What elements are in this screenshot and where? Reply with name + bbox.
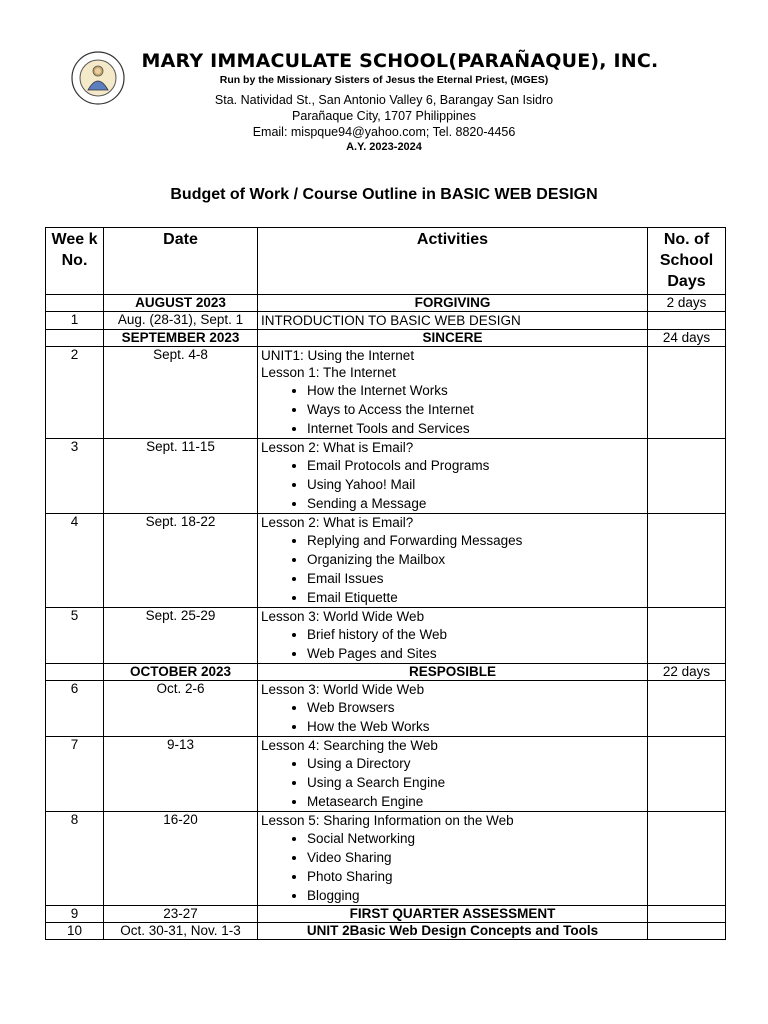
activity-bullet-list — [261, 456, 644, 513]
assessment-row — [46, 923, 726, 940]
week-number: 2 — [46, 347, 104, 439]
month-row — [46, 295, 726, 312]
activity-line: Lesson 5: Sharing Information on the Web — [261, 813, 514, 828]
header-activities: Activities — [258, 228, 648, 295]
week-activities — [258, 312, 648, 330]
week-number: 7 — [46, 737, 104, 812]
course-outline-table — [45, 227, 726, 940]
activity-line: Lesson 3: World Wide Web — [261, 609, 425, 624]
week-cell-empty — [46, 295, 104, 312]
document-title: Budget of Work / Course Outline in BASIC WEB DESIGN — [170, 186, 598, 203]
month-row — [46, 330, 726, 347]
activity-bullet: • Video Sharing — [307, 848, 644, 867]
address-line-1: Sta. Natividad St., San Antonio Valley 6, Barangay San Isidro — [214, 93, 554, 107]
week-row — [46, 737, 726, 812]
activity-bullet-list — [261, 829, 644, 905]
month-row — [46, 664, 726, 681]
activity-bullet: • Using a Search Engine — [307, 773, 644, 792]
activity-bullet: • Email Protocols and Programs — [307, 456, 644, 475]
week-activities — [258, 737, 648, 812]
month-label: SEPTEMBER 2023 — [104, 330, 258, 347]
week-date: Oct. 2-6 — [104, 681, 258, 737]
week-date: Oct. 30-31, Nov. 1-3 — [104, 923, 258, 940]
week-number: 4 — [46, 514, 104, 608]
activity-line: Lesson 1: The Internet — [261, 365, 396, 380]
activity-bullet: • Email Etiquette — [307, 588, 644, 607]
run-by-line: Run by the Missionary Sisters of Jesus the Eternal Priest, (MGES) — [219, 74, 549, 86]
week-number: 10 — [46, 923, 104, 940]
contact-line: Email: mispque94@yahoo.com; Tel. 8820-4456 — [252, 125, 516, 139]
week-number: 1 — [46, 312, 104, 330]
activity-bullet: • Using Yahoo! Mail — [307, 475, 644, 494]
week-row — [46, 514, 726, 608]
week-school-days — [648, 906, 726, 923]
activity-bullet-list — [261, 381, 644, 438]
week-activities — [258, 347, 648, 439]
week-date: Sept. 18-22 — [104, 514, 258, 608]
month-school-days: 22 days — [648, 664, 726, 681]
activity-bullet-list — [261, 754, 644, 811]
month-theme: FORGIVING — [258, 295, 648, 312]
month-school-days: 2 days — [648, 295, 726, 312]
activity-bullet: • Blogging — [307, 886, 644, 905]
week-date: 23-27 — [104, 906, 258, 923]
activity-line: Lesson 4: Searching the Web — [261, 738, 438, 753]
activity-bullet: • How the Web Works — [307, 717, 644, 736]
activity-bullet-list — [261, 625, 644, 663]
week-date: Sept. 25-29 — [104, 608, 258, 664]
month-label: AUGUST 2023 — [104, 295, 258, 312]
activity-bullet: • Organizing the Mailbox — [307, 550, 644, 569]
header-school-days: No. of School Days — [648, 228, 726, 295]
header-date: Date — [104, 228, 258, 295]
activity-bullet: • Metasearch Engine — [307, 792, 644, 811]
activity-bullet: • Web Browsers — [307, 698, 644, 717]
activity-bullet-list — [261, 698, 644, 736]
activity-bullet: • Email Issues — [307, 569, 644, 588]
week-row — [46, 681, 726, 737]
week-school-days — [648, 737, 726, 812]
week-date: 9-13 — [104, 737, 258, 812]
week-date: Aug. (28-31), Sept. 1 — [104, 312, 258, 330]
school-name: MARY IMMACULATE SCHOOL(PARAÑAQUE), INC. — [141, 50, 659, 72]
academic-year: A.Y. 2023-2024 — [346, 141, 422, 153]
week-activity-bold: UNIT 2Basic Web Design Concepts and Tools — [258, 923, 648, 940]
activity-bullet: • Social Networking — [307, 829, 644, 848]
week-row — [46, 608, 726, 664]
activity-bullet: • Replying and Forwarding Messages — [307, 531, 644, 550]
activity-bullet-list — [261, 531, 644, 607]
activity-bullet: • Web Pages and Sites — [307, 644, 644, 663]
week-school-days — [648, 681, 726, 737]
week-school-days — [648, 312, 726, 330]
activity-line: Lesson 3: World Wide Web — [261, 682, 425, 697]
week-activity-bold: FIRST QUARTER ASSESSMENT — [258, 906, 648, 923]
week-number: 9 — [46, 906, 104, 923]
activity-bullet: • Using a Directory — [307, 754, 644, 773]
week-row — [46, 312, 726, 330]
table-header-row — [46, 228, 726, 295]
week-school-days — [648, 923, 726, 940]
month-theme: RESPOSIBLE — [258, 664, 648, 681]
activity-line: Lesson 2: What is Email? — [261, 440, 414, 455]
activity-bullet: • How the Internet Works — [307, 381, 644, 400]
address-line-2: Parañaque City, 1707 Philippines — [292, 109, 476, 123]
activity-bullet: • Brief history of the Web — [307, 625, 644, 644]
table-body — [46, 295, 726, 940]
week-date: Sept. 11-15 — [104, 439, 258, 514]
month-theme: SINCERE — [258, 330, 648, 347]
week-number: 5 — [46, 608, 104, 664]
week-date: 16-20 — [104, 812, 258, 906]
week-activities — [258, 439, 648, 514]
week-activities — [258, 812, 648, 906]
week-activities — [258, 681, 648, 737]
month-school-days: 24 days — [648, 330, 726, 347]
week-number: 8 — [46, 812, 104, 906]
week-school-days — [648, 347, 726, 439]
activity-line: Lesson 2: What is Email? — [261, 515, 414, 530]
header-week: Wee k No. — [46, 228, 104, 295]
week-cell-empty — [46, 664, 104, 681]
activity-line: UNIT1: Using the Internet — [261, 348, 415, 363]
activity-line: INTRODUCTION TO BASIC WEB DESIGN — [261, 313, 521, 328]
activity-bullet: • Ways to Access the Internet — [307, 400, 644, 419]
activity-bullet: • Sending a Message — [307, 494, 644, 513]
activity-bullet: • Internet Tools and Services — [307, 419, 644, 438]
week-school-days — [648, 608, 726, 664]
assessment-row — [46, 906, 726, 923]
week-row — [46, 439, 726, 514]
week-row — [46, 347, 726, 439]
week-school-days — [648, 514, 726, 608]
month-label: OCTOBER 2023 — [104, 664, 258, 681]
activity-bullet: • Photo Sharing — [307, 867, 644, 886]
week-activities — [258, 514, 648, 608]
week-school-days — [648, 812, 726, 906]
week-row — [46, 812, 726, 906]
week-activities — [258, 608, 648, 664]
week-date: Sept. 4-8 — [104, 347, 258, 439]
week-number: 6 — [46, 681, 104, 737]
week-number: 3 — [46, 439, 104, 514]
week-school-days — [648, 439, 726, 514]
week-cell-empty — [46, 330, 104, 347]
